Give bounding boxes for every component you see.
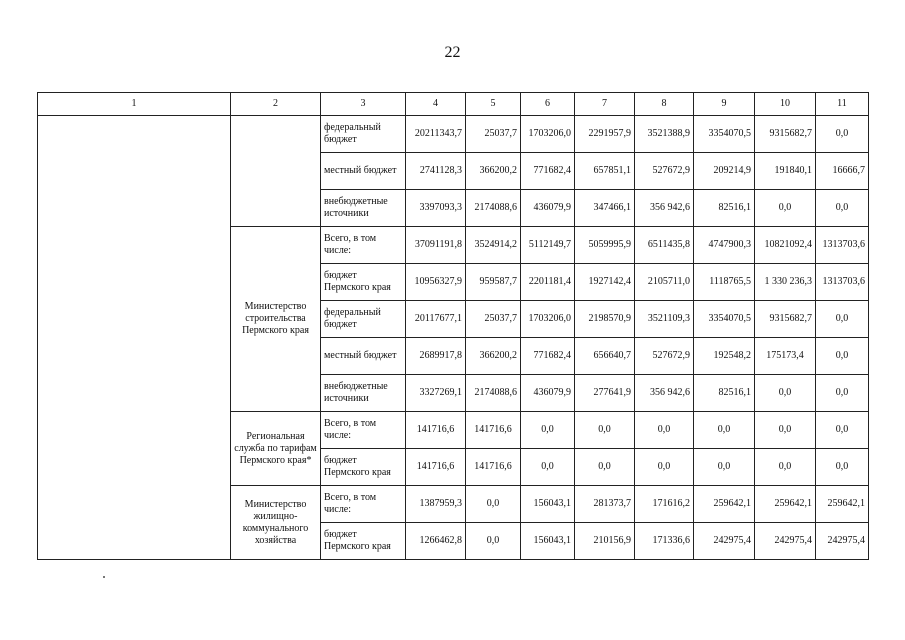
value-cell: 20117677,1 (406, 301, 466, 338)
value-cell: 0,0 (635, 449, 694, 486)
column-header: 11 (816, 93, 869, 116)
source-cell: Всего, в том числе: (321, 486, 406, 523)
value-cell: 1927142,4 (575, 264, 635, 301)
column-header: 1 (38, 93, 231, 116)
column-header: 4 (406, 93, 466, 116)
value-cell: 10956327,9 (406, 264, 466, 301)
budget-table (37, 92, 869, 560)
value-cell: 192548,2 (694, 338, 755, 375)
source-cell: внебюджетные источники (321, 190, 406, 227)
value-cell: 171336,6 (635, 523, 694, 560)
value-cell: 3354070,5 (694, 116, 755, 153)
value-cell: 2741128,3 (406, 153, 466, 190)
value-cell: 25037,7 (466, 116, 521, 153)
value-cell: 3327269,1 (406, 375, 466, 412)
source-cell: бюджет Пермского края (321, 449, 406, 486)
value-cell: 0,0 (816, 190, 869, 227)
value-cell: 6511435,8 (635, 227, 694, 264)
column-header: 2 (231, 93, 321, 116)
page-number: 22 (444, 44, 461, 61)
value-cell: 141716,6 (466, 449, 521, 486)
value-cell: 171616,2 (635, 486, 694, 523)
value-cell: 1703206,0 (521, 116, 575, 153)
value-cell: 3397093,3 (406, 190, 466, 227)
source-cell: местный бюджет (321, 153, 406, 190)
value-cell: 2174088,6 (466, 190, 521, 227)
org-cell (231, 116, 321, 227)
value-cell: 259642,1 (694, 486, 755, 523)
value-cell: 959587,7 (466, 264, 521, 301)
column-header: 8 (635, 93, 694, 116)
table-row (38, 116, 869, 153)
source-cell: внебюджетные источники (321, 375, 406, 412)
value-cell: 1266462,8 (406, 523, 466, 560)
value-cell: 0,0 (755, 190, 816, 227)
column-header: 5 (466, 93, 521, 116)
value-cell: 527672,9 (635, 338, 694, 375)
value-cell: 82516,1 (694, 375, 755, 412)
value-cell: 0,0 (466, 486, 521, 523)
program-cell (38, 116, 231, 560)
value-cell: 347466,1 (575, 190, 635, 227)
value-cell: 259642,1 (816, 486, 869, 523)
value-cell: 0,0 (521, 412, 575, 449)
value-cell: 10821092,4 (755, 227, 816, 264)
value-cell: 436079,9 (521, 190, 575, 227)
value-cell: 1387959,3 (406, 486, 466, 523)
value-cell: 0,0 (694, 412, 755, 449)
value-cell: 9315682,7 (755, 301, 816, 338)
value-cell: 436079,9 (521, 375, 575, 412)
value-cell: 0,0 (694, 449, 755, 486)
value-cell: 0,0 (755, 375, 816, 412)
value-cell: 0,0 (816, 412, 869, 449)
org-cell: Министерство жилищно-коммунального хозяйства (231, 486, 321, 560)
source-cell: местный бюджет (321, 338, 406, 375)
source-cell: Всего, в том числе: (321, 227, 406, 264)
value-cell: 0,0 (466, 523, 521, 560)
value-cell: 1313703,6 (816, 227, 869, 264)
value-cell: 0,0 (755, 449, 816, 486)
value-cell: 0,0 (575, 449, 635, 486)
value-cell: 20211343,7 (406, 116, 466, 153)
column-header: 7 (575, 93, 635, 116)
value-cell: 0,0 (816, 301, 869, 338)
value-cell: 657851,1 (575, 153, 635, 190)
value-cell: 2201181,4 (521, 264, 575, 301)
value-cell: 3521388,9 (635, 116, 694, 153)
value-cell: 356 942,6 (635, 375, 694, 412)
source-cell: федеральный бюджет (321, 116, 406, 153)
value-cell: 242975,4 (694, 523, 755, 560)
value-cell: 356 942,6 (635, 190, 694, 227)
value-cell: 156043,1 (521, 486, 575, 523)
value-cell: 156043,1 (521, 523, 575, 560)
value-cell: 366200,2 (466, 338, 521, 375)
value-cell: 2291957,9 (575, 116, 635, 153)
value-cell: 0,0 (816, 375, 869, 412)
scan-speck (103, 576, 105, 578)
value-cell: 209214,9 (694, 153, 755, 190)
value-cell: 141716,6 (406, 449, 466, 486)
value-cell: 0,0 (521, 449, 575, 486)
value-cell: 0,0 (635, 412, 694, 449)
value-cell: 1118765,5 (694, 264, 755, 301)
value-cell: 0,0 (816, 449, 869, 486)
value-cell: 1313703,6 (816, 264, 869, 301)
value-cell: 281373,7 (575, 486, 635, 523)
value-cell: 5059995,9 (575, 227, 635, 264)
value-cell: 37091191,8 (406, 227, 466, 264)
value-cell: 527672,9 (635, 153, 694, 190)
value-cell: 0,0 (816, 116, 869, 153)
value-cell: 191840,1 (755, 153, 816, 190)
value-cell: 1 330 236,3 (755, 264, 816, 301)
org-cell: Региональная служба по тарифам Пермского края* (231, 412, 321, 486)
value-cell: 3524914,2 (466, 227, 521, 264)
value-cell: 242975,4 (755, 523, 816, 560)
value-cell: 1703206,0 (521, 301, 575, 338)
value-cell: 210156,9 (575, 523, 635, 560)
value-cell: 2174088,6 (466, 375, 521, 412)
source-cell: Всего, в том числе: (321, 412, 406, 449)
header-row (38, 93, 869, 116)
value-cell: 175173,4 (755, 338, 816, 375)
column-header: 3 (321, 93, 406, 116)
org-cell: Министерство строительства Пермского края (231, 227, 321, 412)
value-cell: 0,0 (755, 412, 816, 449)
value-cell: 3521109,3 (635, 301, 694, 338)
value-cell: 366200,2 (466, 153, 521, 190)
value-cell: 0,0 (575, 412, 635, 449)
value-cell: 2105711,0 (635, 264, 694, 301)
value-cell: 9315682,7 (755, 116, 816, 153)
value-cell: 656640,7 (575, 338, 635, 375)
value-cell: 2689917,8 (406, 338, 466, 375)
value-cell: 16666,7 (816, 153, 869, 190)
value-cell: 0,0 (816, 338, 869, 375)
value-cell: 259642,1 (755, 486, 816, 523)
source-cell: бюджет Пермского края (321, 523, 406, 560)
value-cell: 3354070,5 (694, 301, 755, 338)
value-cell: 5112149,7 (521, 227, 575, 264)
source-cell: федеральный бюджет (321, 301, 406, 338)
source-cell: бюджет Пермского края (321, 264, 406, 301)
column-header: 6 (521, 93, 575, 116)
column-header: 9 (694, 93, 755, 116)
value-cell: 82516,1 (694, 190, 755, 227)
value-cell: 277641,9 (575, 375, 635, 412)
value-cell: 141716,6 (406, 412, 466, 449)
value-cell: 141716,6 (466, 412, 521, 449)
value-cell: 771682,4 (521, 338, 575, 375)
value-cell: 4747900,3 (694, 227, 755, 264)
value-cell: 242975,4 (816, 523, 869, 560)
value-cell: 2198570,9 (575, 301, 635, 338)
value-cell: 25037,7 (466, 301, 521, 338)
value-cell: 771682,4 (521, 153, 575, 190)
column-header: 10 (755, 93, 816, 116)
